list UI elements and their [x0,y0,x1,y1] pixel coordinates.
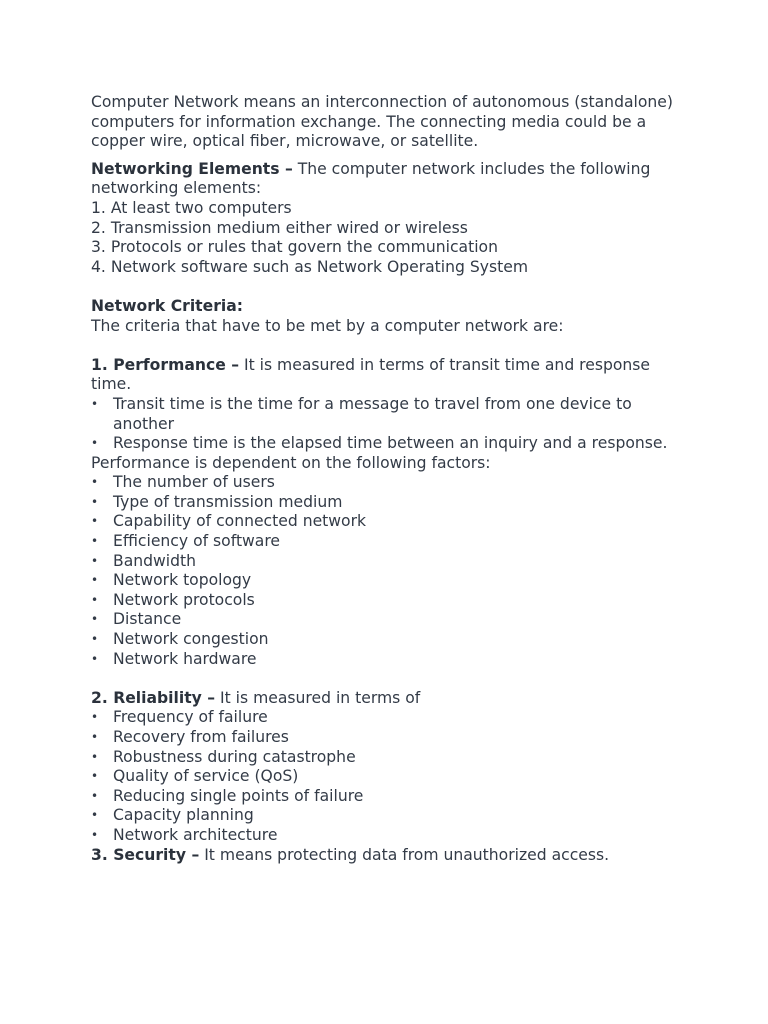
list-item: • Reducing single points of failure [91,787,691,807]
performance-heading: 1. Performance – [91,355,240,374]
list-item: • Response time is the elapsed time between an inquiry and a response. [91,434,691,454]
list-item: 3. Protocols or rules that govern the communication [91,238,498,257]
list-item: • Bandwidth [91,552,691,572]
list-item: • Frequency of failure [91,708,691,728]
networking-elements-paragraph [91,160,691,199]
reliability-paragraph [91,689,691,709]
security-heading: 3. Security – [91,845,200,864]
list-item: • Network architecture [91,826,691,846]
list-item: • Transit time is the time for a message to travel from one device to another [91,395,691,434]
security-text: It means protecting data from unauthorized access. [199,845,610,864]
reliability-bullets [91,708,691,845]
list-item: • Network protocols [91,591,691,611]
list-item: • Robustness during catastrophe [91,748,691,768]
list-item: 2. Transmission medium either wired or wireless [91,218,468,237]
list-item: • Distance [91,610,691,630]
performance-bullets [91,395,691,454]
networking-elements-list [91,199,691,277]
list-item: • Network topology [91,571,691,591]
list-item: • Capability of connected network [91,512,691,532]
performance-factors-intro: Performance is dependent on the following factors: [91,453,491,472]
list-item: • Type of transmission medium [91,493,691,513]
list-item: • Network hardware [91,650,691,670]
performance-text: It is measured in terms of transit time and response time. [91,355,650,394]
list-item: 1. At least two computers [91,198,292,217]
networking-elements-heading: Networking Elements – [91,159,293,178]
list-item: • Recovery from failures [91,728,691,748]
reliability-text: It is measured in terms of [215,688,421,707]
list-item: 4. Network software such as Network Operating System [91,257,529,276]
list-item: • Capacity planning [91,806,691,826]
list-item: • Quality of service (QoS) [91,767,691,787]
list-item: • Efficiency of software [91,532,691,552]
list-item: • The number of users [91,473,691,493]
network-criteria-text: The criteria that have to be met by a computer network are: [91,316,564,335]
intro-paragraph: Computer Network means an interconnection of autonomous (standalone) computers for information exchange. The connecting media could be a copper wire, optical fiber, microwave, or satellite. [91,93,673,151]
performance-factors-list [91,473,691,669]
security-paragraph [91,846,691,866]
reliability-heading: 2. Reliability – [91,688,216,707]
list-item: • Network congestion [91,630,691,650]
network-criteria-heading: Network Criteria: [91,296,243,315]
performance-paragraph [91,356,691,395]
networking-elements-text: The computer network includes the following networking elements: [91,159,651,198]
document-page [91,93,691,865]
